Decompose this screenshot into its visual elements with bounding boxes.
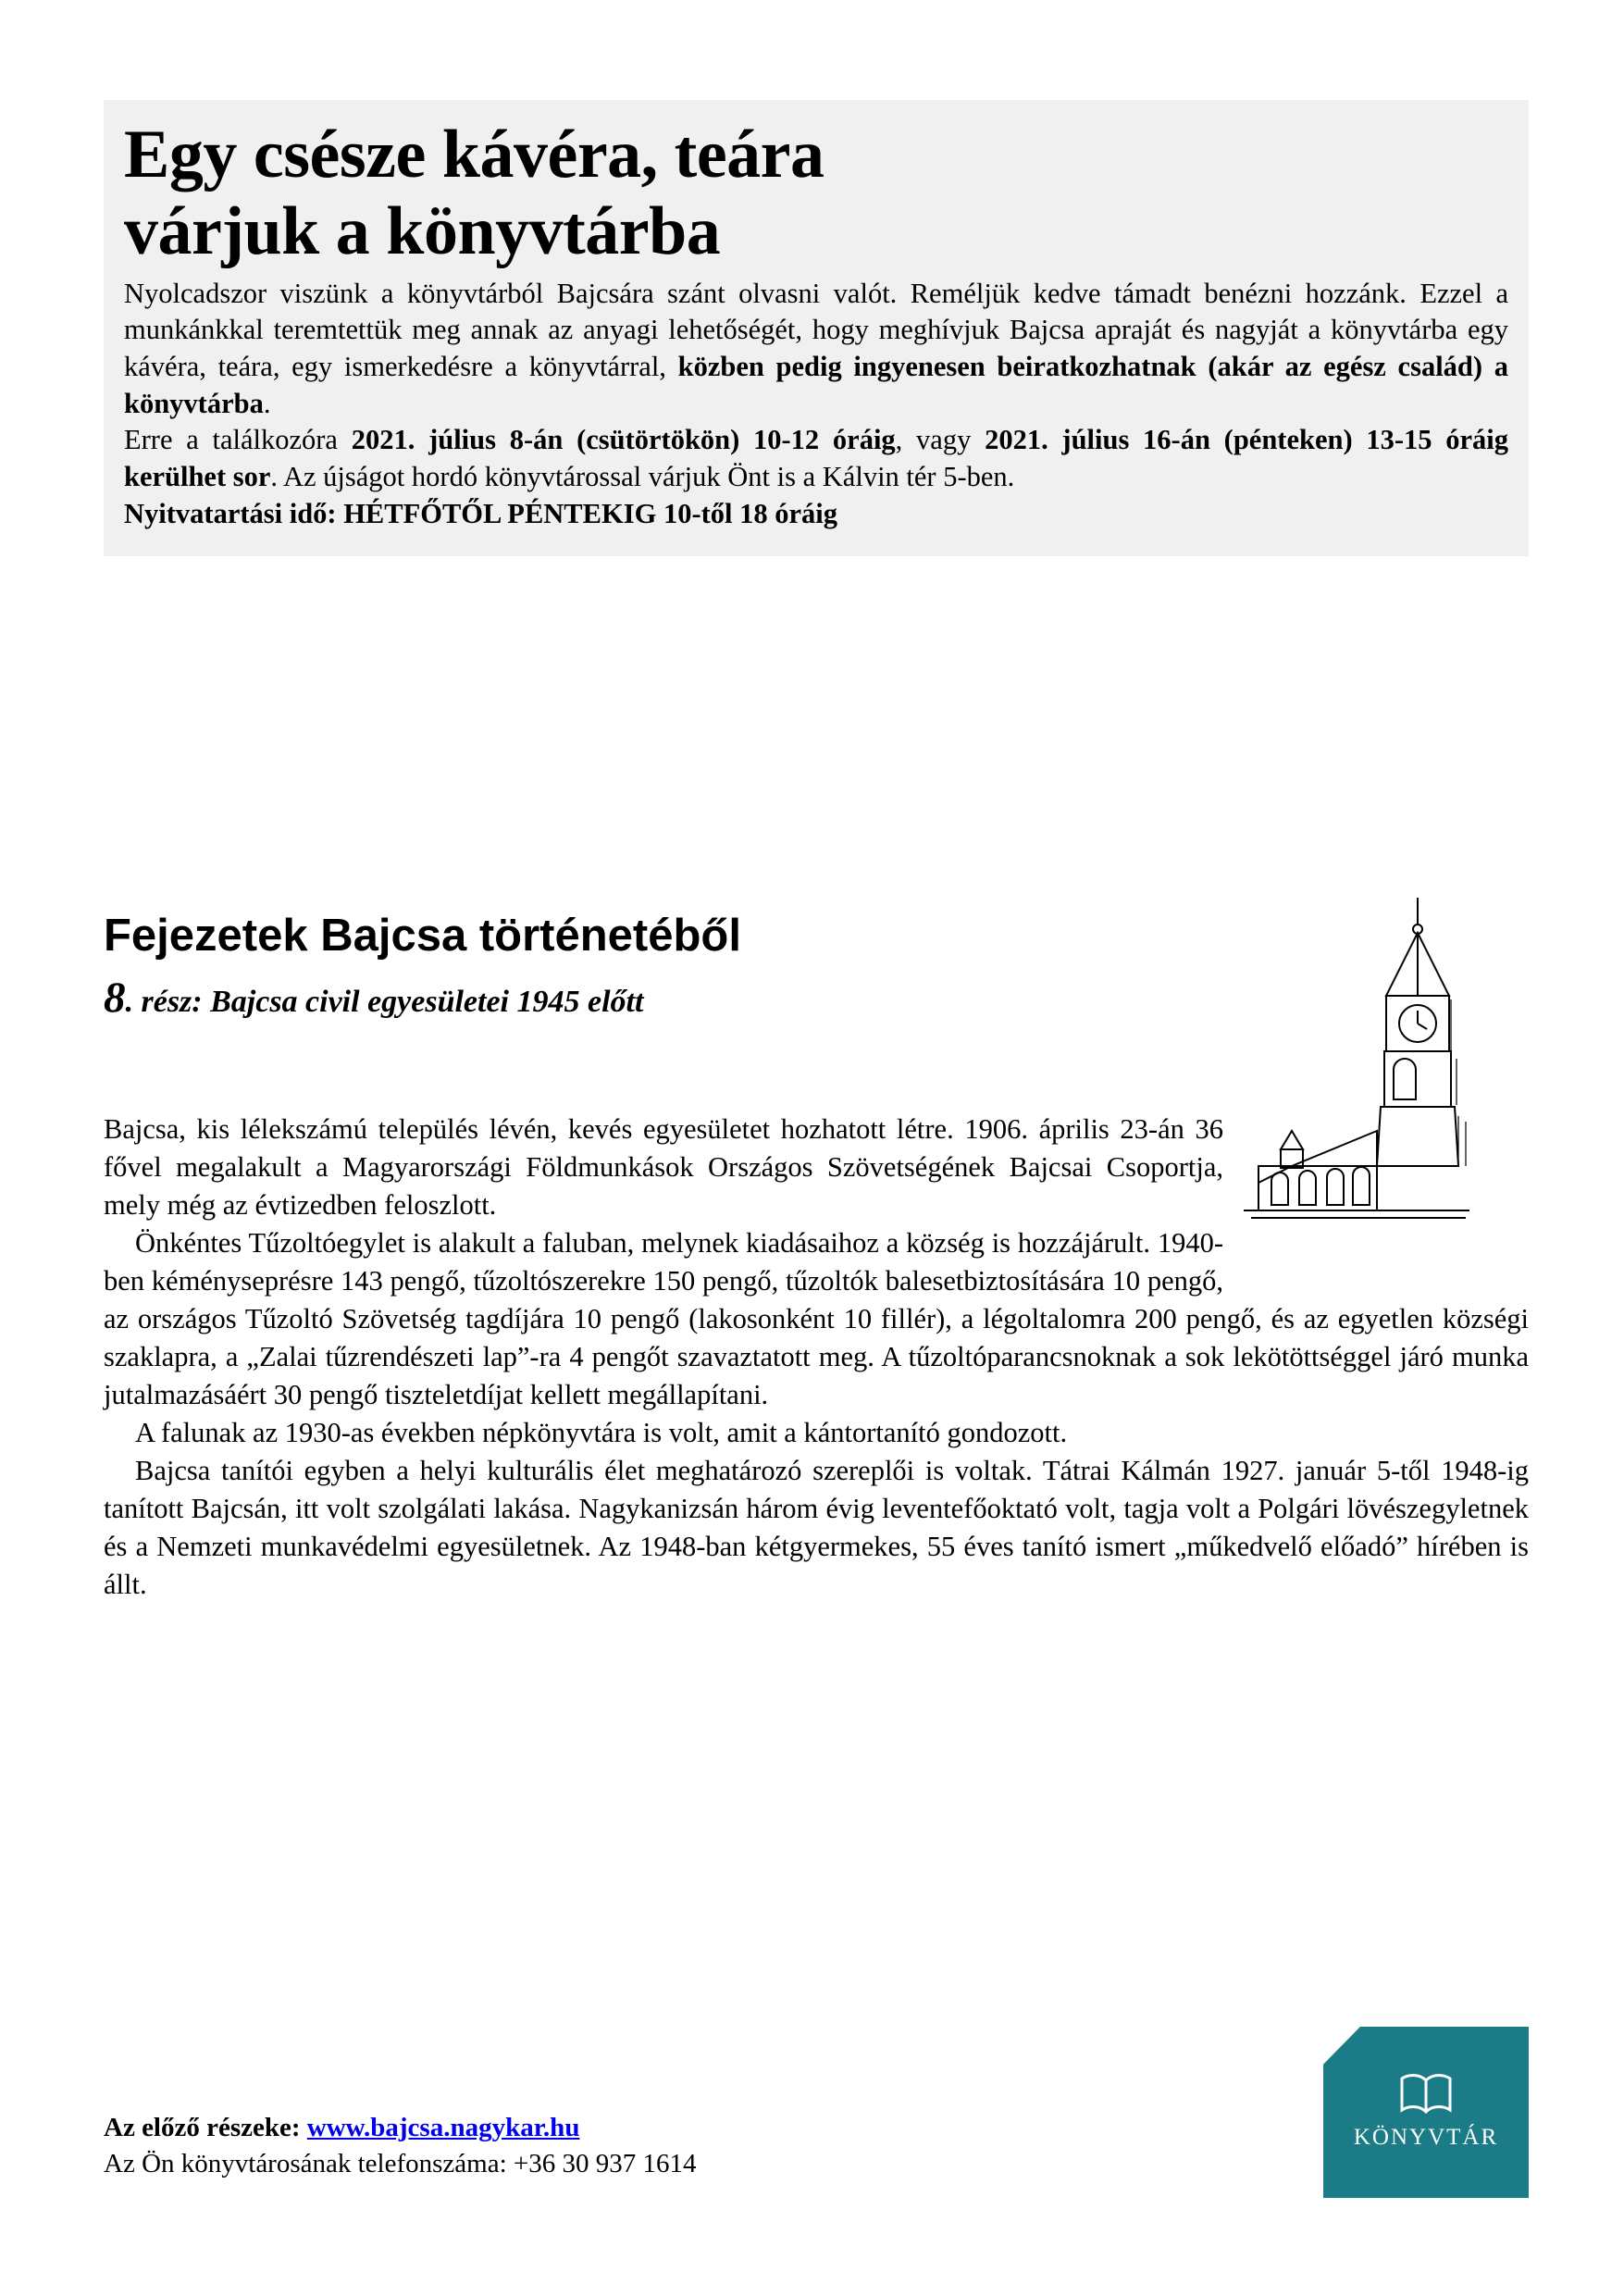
- open-book-icon: [1398, 2069, 1454, 2119]
- illustration-text-wrap-spacer: [1223, 1111, 1529, 1282]
- article-paragraph-1: Bajcsa, kis lélekszámú település lévén, kevés egyesületet hozhatott létre. 1906. április 23-án 36 fővel megalakult a Magyarországi Földmunkások Országos Szövetségének Bajcsai Csoportja, mely még az évtizedben feloszlott.: [104, 1113, 1223, 1222]
- footer-website-link[interactable]: www.bajcsa.nagykar.hu: [306, 2113, 580, 2142]
- notice-p1-text-a: Nyolcadszor viszünk a könyvtárból Bajcsára szánt olvasni valót. Reméljük kedve támadt benézni hozzánk. Ezzel a munkánkkal teremtettük meg annak az anyagi lehetőségét, hogy meghívjuk Bajcsa apraját és nagyját a könyvtárba egy kávéra, teára, egy ismerkedésre a könyvtárral,: [124, 277, 1508, 383]
- chapter-title: Fejezetek Bajcsa történetéből: [104, 911, 741, 961]
- logo-text: KÖNYVTÁR: [1353, 2125, 1499, 2150]
- chapter-subtitle-text: . rész: Bajcsa civil egyesületei 1945 előtt: [125, 984, 644, 1019]
- notice-opening-hours: Nyitvatartási idő: HÉTFŐTŐL PÉNTEKIG 10-től 18 óráig: [124, 497, 837, 529]
- footer-phone: Az Ön könyvtárosának telefonszáma: +36 30 937 1614: [104, 2149, 697, 2179]
- article-body: [104, 1111, 1529, 1604]
- notice-p1-bold: közben pedig ingyenesen beiratkozhatnak (akár az egész család) a könyvtárba: [124, 351, 1508, 419]
- notice-p1-text-b: .: [263, 387, 271, 419]
- article-paragraph-2: Önkéntes Tűzoltóegylet is alakult a faluban, melynek kiadásaihoz a község is hozzájárult. 1940-ben kéményseprésre 143 pengő, tűzoltószerekre 150 pengő, tűzoltók balesetbiztosítására 10 pengő, az országos Tűzoltó Szövetség tagdíjára 10 pengő (lakosonként 10 fillér), a légoltalomra 200 pengő, és az egyetlen községi szaklapra, a „Zalai tűzrendészeti lap”-ra 4 pengőt szavaztatott meg. A tűzoltóparancsnoknak a sok lekötöttséggel járó munka jutalmazásáért 30 pengő tiszteletdíjat kellett megállapítani.: [104, 1227, 1529, 1411]
- footer-previous-parts: [104, 2110, 1214, 2146]
- notice-p2-bold-2: 2021. július 16-án (pénteken) 13-15 óráig kerülhet sor: [124, 424, 1508, 492]
- notice-p2-text-c: . Az újságot hordó könyvtárossal várjuk Önt is a Kálvin tér 5-ben.: [270, 460, 1015, 492]
- chapter-subtitle: [104, 973, 1251, 1023]
- footer: [104, 2110, 1214, 2182]
- notice-paragraph-1: [124, 276, 1508, 423]
- notice-p2-text-b: , vagy: [895, 424, 986, 456]
- notice-paragraph-2: [124, 422, 1508, 495]
- notice-title-line1: Egy csésze kávéra, teára: [124, 117, 824, 192]
- notice-p2-text-a: Erre a találkozóra: [124, 424, 352, 456]
- article-paragraph-4: Bajcsa tanítói egyben a helyi kulturális élet meghatározó szereplői is voltak. Tátrai Kálmán 1927. január 5-től 1948-ig tanított Bajcsán, itt volt szolgálati lakása. Nagykanizsán három évig leventefőoktató volt, tagja volt a Polgári lövészegyletnek és a Nemzeti munkavédelmi egyesületnek. Az 1948-ban kétgyermekes, 55 éves tanító ismert „műkedvelő előadó” hírében is állt.: [104, 1455, 1529, 1601]
- footer-previous-parts-label: Az előző részeke:: [104, 2113, 307, 2142]
- chapter-part-number: 8: [104, 973, 126, 1022]
- library-logo: [1323, 2027, 1529, 2198]
- notice-p2-bold-1: 2021. július 8-án (csütörtökön) 10-12 óráig: [351, 424, 896, 456]
- notice-body: [124, 276, 1508, 532]
- notice-title: [124, 117, 1508, 270]
- notice-box: [104, 100, 1529, 556]
- article-paragraph-3: A falunak az 1930-as években népkönyvtára is volt, amit a kántortanító gondozott.: [135, 1417, 1068, 1449]
- notice-title-line2: várjuk a könyvtárba: [124, 192, 721, 269]
- chapter-heading-block: [104, 912, 1251, 1023]
